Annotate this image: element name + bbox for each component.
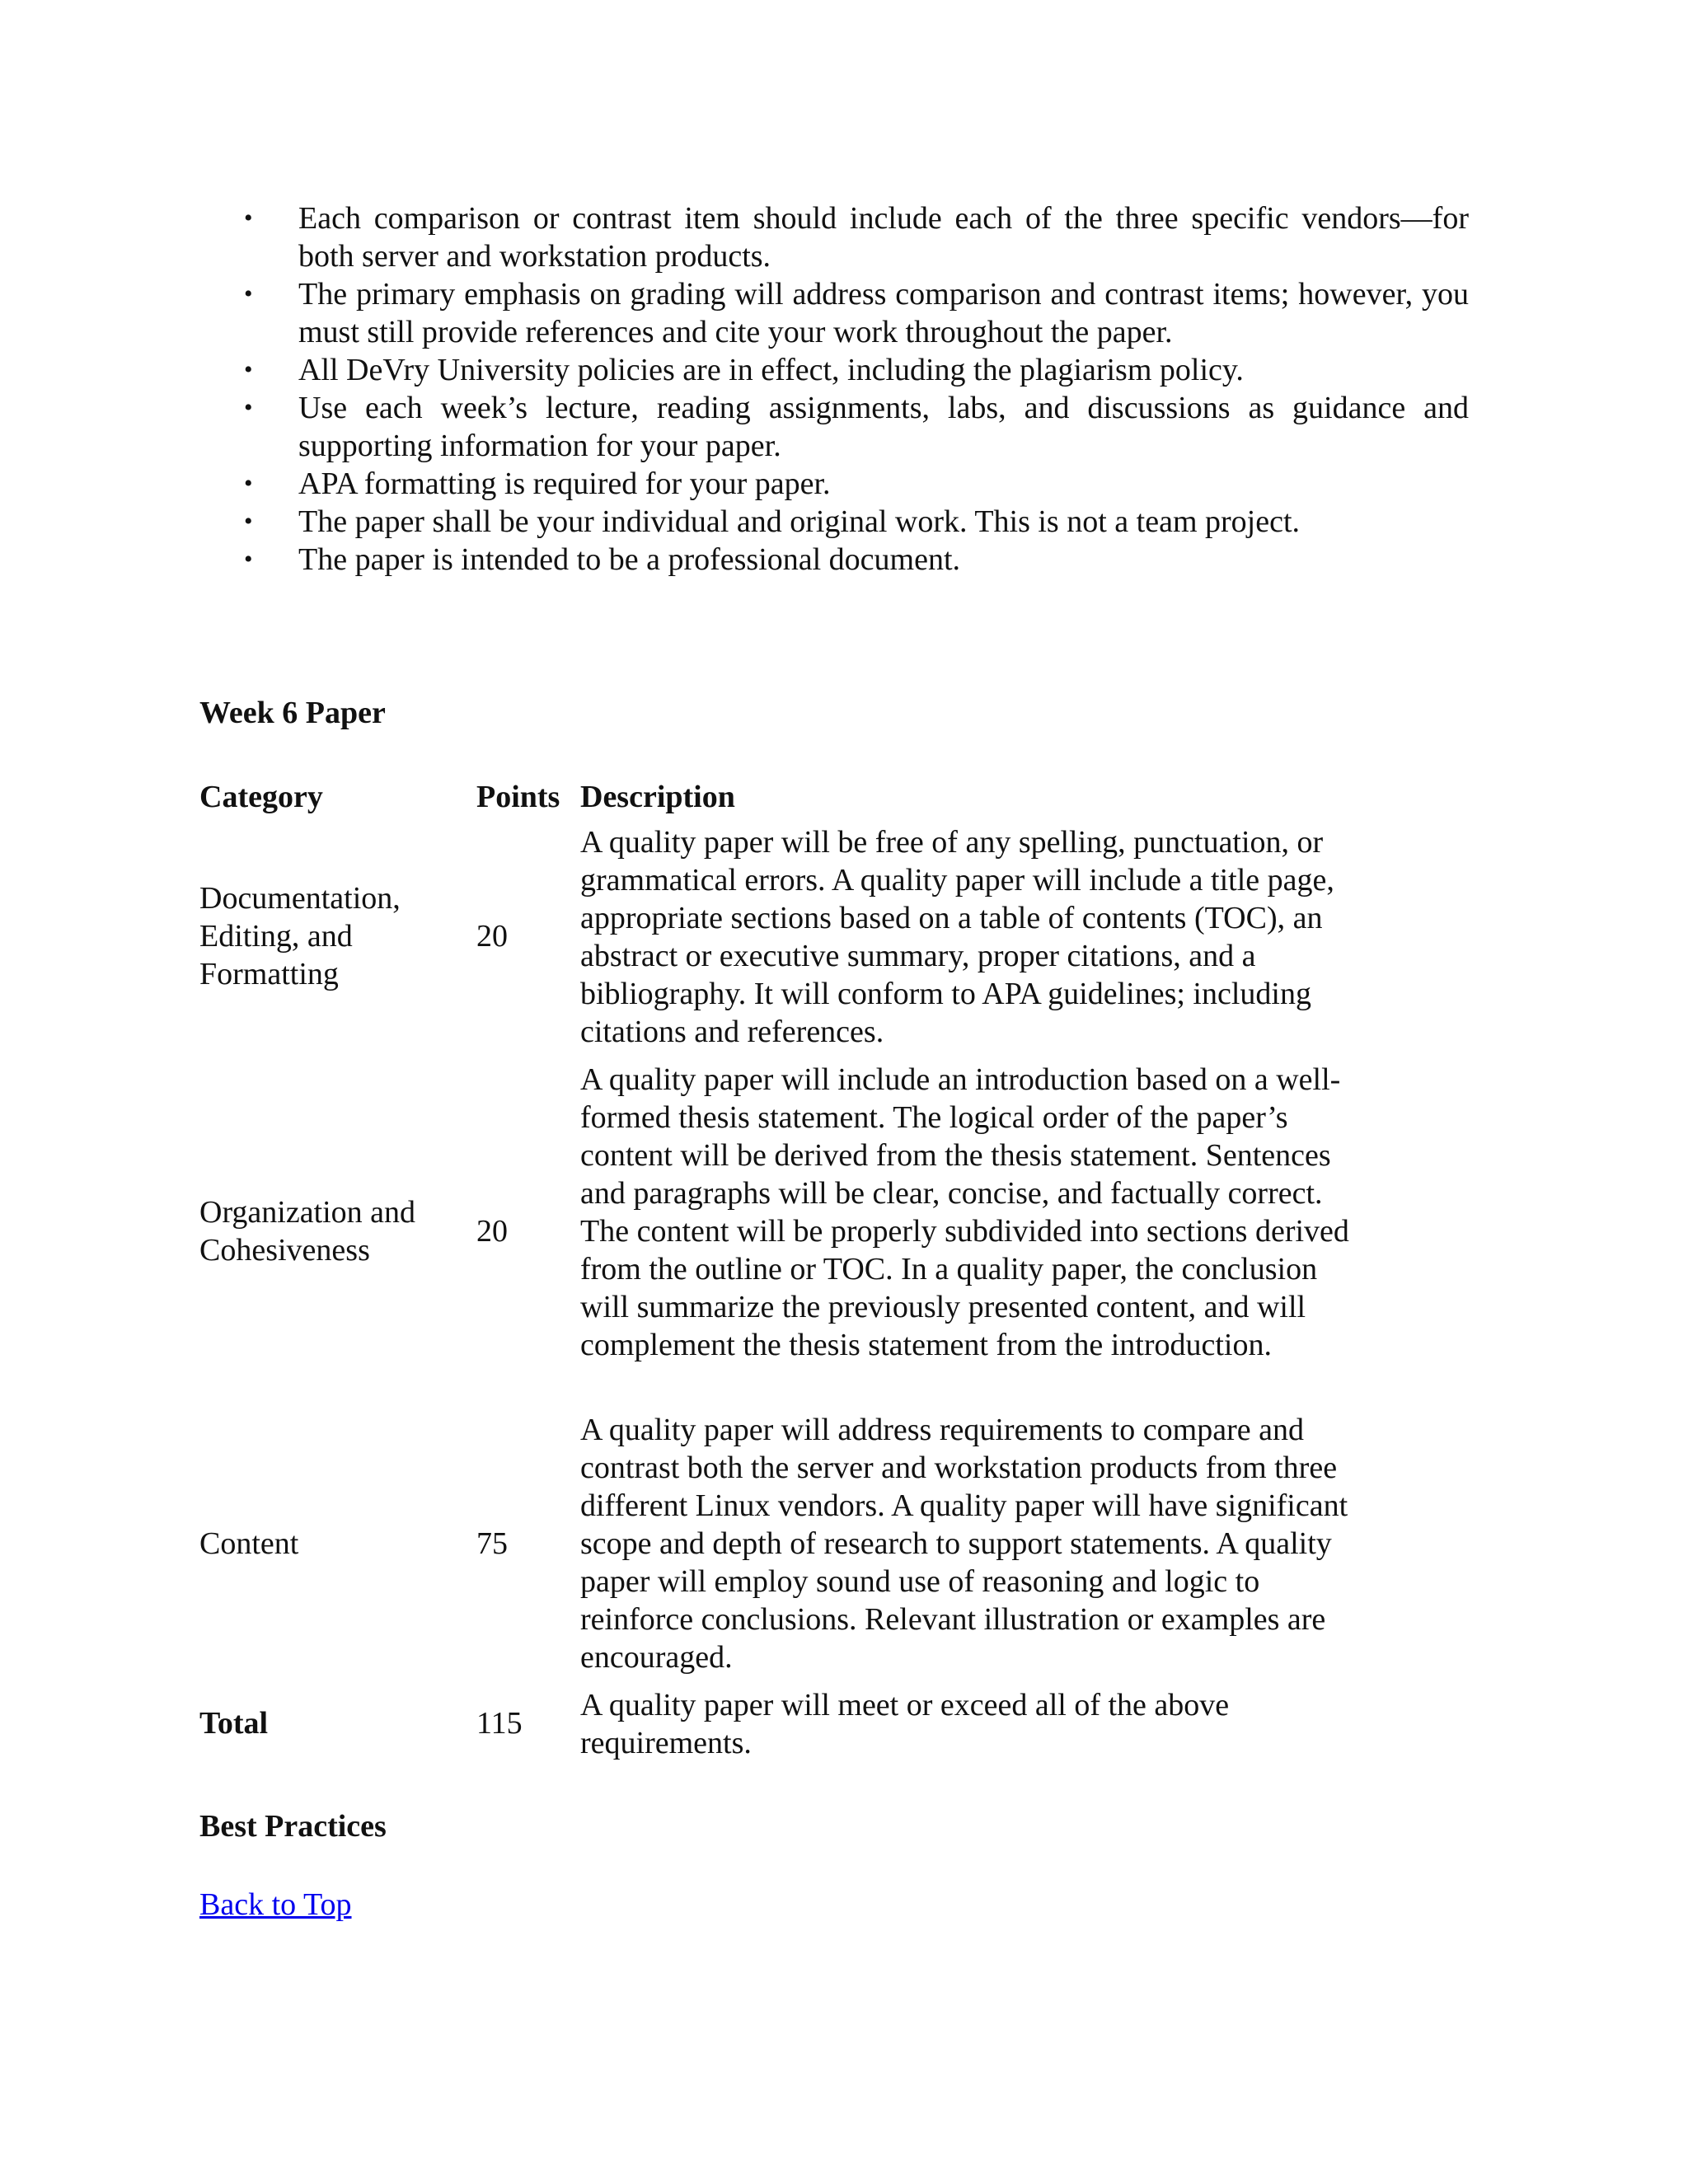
list-item-text: The paper is intended to be a professional document. [298, 542, 961, 577]
list-item [244, 541, 1469, 579]
bullet-icon: • [244, 356, 253, 383]
list-item-text: The paper shall be your individual and original work. This is not a team project. [298, 504, 1300, 539]
list-item-text: The primary emphasis on grading will address comparison and contrast items; however, you must still provide references and cite your work throughout the paper. [298, 277, 1469, 349]
back-to-top-link[interactable]: Back to Top [199, 1887, 352, 1922]
table-cell-category: Documentation, Editing, and Formatting [199, 881, 401, 991]
list-item-text: Use each week’s lecture, reading assignments, labs, and discussions as guidance and supporting information for your paper. [298, 391, 1469, 463]
column-header-category: Category [199, 780, 323, 814]
list-item [244, 389, 1469, 465]
table-cell-category: Organization and Cohesiveness [199, 1195, 416, 1268]
table-cell-description: A quality paper will meet or exceed all of the above requirements. [580, 1688, 1230, 1760]
table-cell-points: 115 [476, 1706, 523, 1741]
best-practices-title: Best Practices [199, 1809, 387, 1844]
bullet-icon: • [244, 470, 253, 497]
table-cell-description: A quality paper will include an introduction based on a well-formed thesis statement. The logical order of the paper’s content will be derived from the thesis statement. Sentences and paragraphs will be clear, concise, and factually correct. The content will be properly subdivided into sections derived from the outline or TOC. In a quality paper, the conclusion will summarize the previously presented content, and will complement the thesis statement from the introduction. [580, 1062, 1349, 1362]
table-cell-description: A quality paper will be free of any spelling, punctuation, or grammatical errors. A quality paper will include a title page, appropriate sections based on a table of contents (TOC), an abstract or executive summary, proper citations, and a bibliography. It will conform to APA guidelines; including citations and references. [580, 825, 1334, 1049]
list-item [244, 199, 1469, 275]
bullet-icon: • [244, 204, 253, 232]
table-cell-description: A quality paper will address requirements to compare and contrast both the server and workstation products from three different Linux vendors. A quality paper will have significant scope and depth of research to support statements. A quality paper will employ sound use of reasoning and logic to reinforce conclusions. Relevant illustration or examples are encouraged. [580, 1413, 1348, 1675]
list-item-text: APA formatting is required for your paper. [298, 466, 831, 501]
column-header-points: Points [476, 780, 560, 814]
table-cell-category: Total [199, 1706, 269, 1741]
bullet-icon: • [244, 280, 253, 307]
list-item-text: All DeVry University policies are in effect, including the plagiarism policy. [298, 353, 1244, 387]
bullet-icon: • [244, 508, 253, 535]
bullet-icon: • [244, 394, 253, 421]
table-cell-points: 75 [476, 1526, 508, 1561]
section-title: Week 6 Paper [199, 696, 386, 730]
list-item [244, 351, 1469, 389]
table-cell-category: Content [199, 1526, 299, 1561]
bullet-icon: • [244, 546, 253, 573]
list-item [244, 503, 1469, 541]
table-cell-points: 20 [476, 919, 508, 954]
list-item-text: Each comparison or contrast item should include each of the three specific vendors—for both server and workstation products. [298, 201, 1469, 274]
requirements-list [244, 199, 1469, 579]
column-header-description: Description [580, 780, 735, 814]
list-item [244, 465, 1469, 503]
list-item [244, 275, 1469, 351]
table-cell-points: 20 [476, 1214, 508, 1249]
